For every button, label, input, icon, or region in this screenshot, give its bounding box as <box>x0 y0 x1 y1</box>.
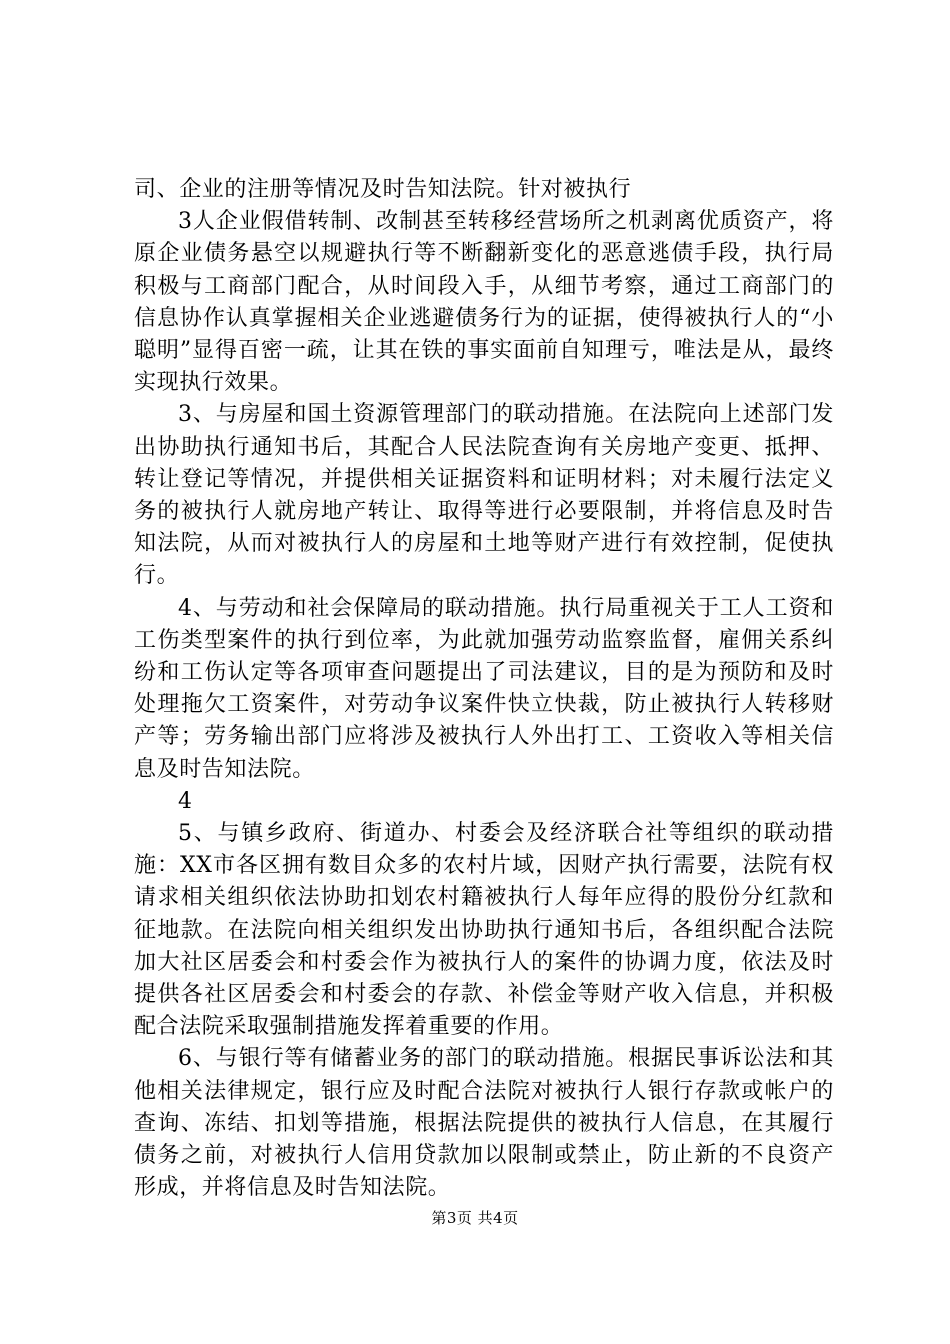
paragraph-item-5-village: 5、与镇乡政府、街道办、村委会及经济联合社等组织的联动措施：XX市各区拥有数目众多的农村片域，因财产执行需要，法院有权请求相关组织依法协助扣划农村籍被执行人每年应得的股份分红款和征地款。在法院向相关组织发出协助执行通知书后，各组织配合法院加大社区居委会和村委会作为被执行人的案件的协调力度，依法及时提供各社区居委会和村委会的存款、补偿金等财产收入信息，并积极配合法院采取强制措施发挥着重要的作用。 <box>134 821 834 1040</box>
paragraph-fraud-evasion: 3人企业假借转制、改制甚至转移经营场所之机剥离优质资产，将原企业债务悬空以规避执行等不断翻新变化的恶意逃债手段，执行局积极与工商部门配合，从时间段入手，从细节考察，通过工商部门的信息协作认真掌握相关企业逃避债务行为的证据，使得被执行人的“小聪明”显得百密一疏，让其在铁的事实面前自知理亏，唯法是从，最终实现执行效果。 <box>134 209 834 396</box>
paragraph-item-4-labor: 4、与劳动和社会保障局的联动措施。执行局重视关于工人工资和工伤类型案件的执行到位率，为此就加强劳动监察监督，雇佣关系纠纷和工伤认定等各项审查问题提出了司法建议，目的是为预防和及时处理拖欠工资案件，对劳动争议案件快立快裁，防止被执行人转移财产等；劳务输出部门应将涉及被执行人外出打工、工资收入等相关信息及时告知法院。 <box>134 595 834 782</box>
paragraph-item-6-bank: 6、与银行等有储蓄业务的部门的联动措施。根据民事诉讼法和其他相关法律规定，银行应及时配合法院对被执行人银行存款或帐户的查询、冻结、扣划等措施，根据法院提供的被执行人信息，在其履行债务之前，对被执行人信用贷款加以限制或禁止，防止新的不良资产形成，并将信息及时告知法院。 <box>134 1046 834 1201</box>
document-body <box>134 174 834 1205</box>
paragraph-continuation: 司、企业的注册等情况及时告知法院。针对被执行 <box>134 177 632 202</box>
page-number-footer: 第3页 共4页 <box>431 1209 519 1227</box>
paragraph-item-3-land-resources: 3、与房屋和国土资源管理部门的联动措施。在法院向上述部门发出协助执行通知书后，其配合人民法院查询有关房地产变更、抵押、转让登记等情况，并提供相关证据资料和证明材料；对未履行法定义务的被执行人就房地产转让、取得等进行必要限制，并将信息及时告知法院，从而对被执行人的房屋和土地等财产进行有效控制，促使执行。 <box>134 402 834 589</box>
paragraph-stray-number: 4 <box>178 788 193 814</box>
